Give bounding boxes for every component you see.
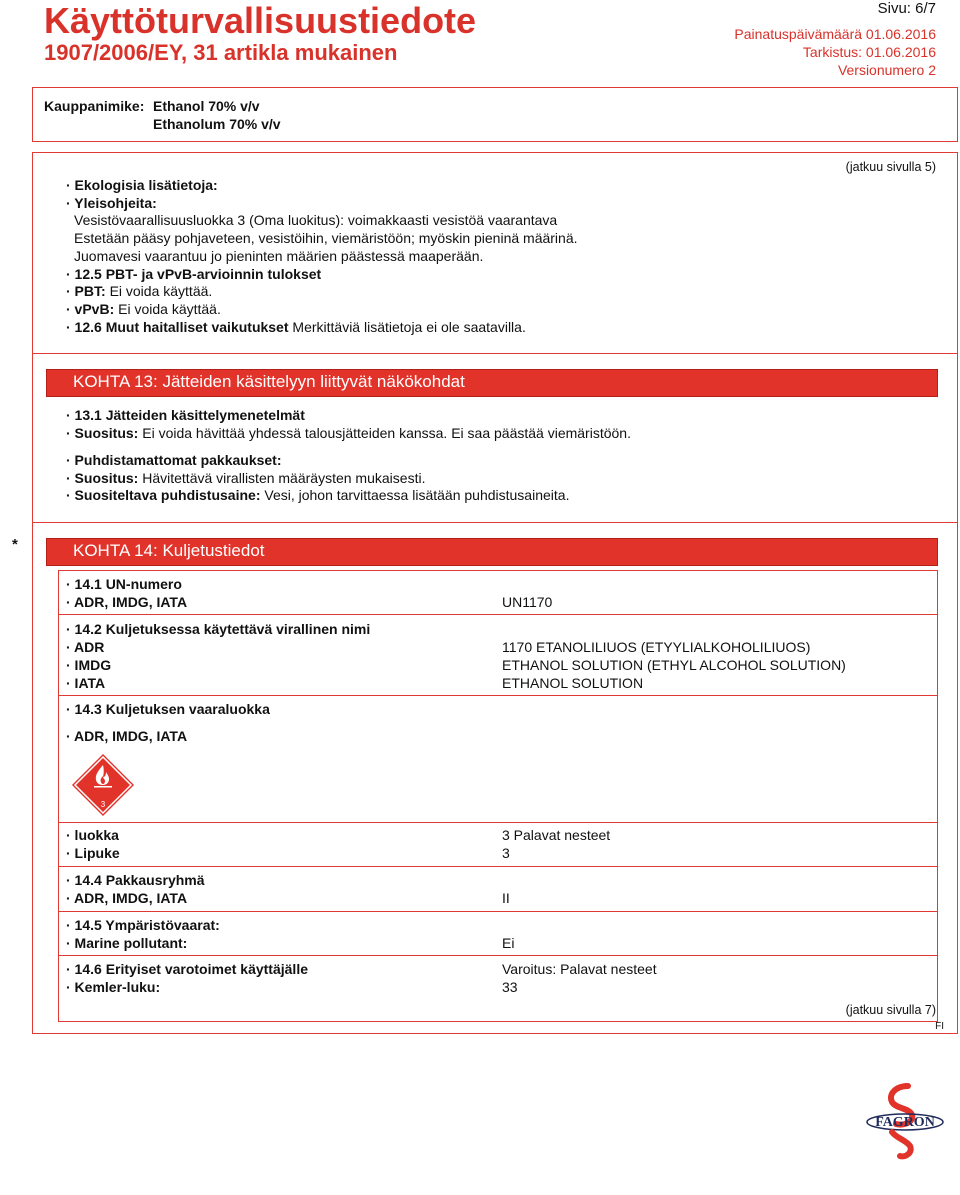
document-subtitle: 1907/2006/EY, 31 artikla mukainen [44,40,398,65]
kemler-label: · Kemler-luku: [66,979,161,995]
packing-group-label: · ADR, IMDG, IATA [66,890,188,906]
ecology-info-heading: · Ekologisia lisätietoja: [66,177,218,193]
waste-method-heading: · 13.1 Jätteiden käsittelymenetelmät [66,407,305,423]
special-precautions-label: · 14.6 Erityiset varotoimet käyttäjälle [66,961,308,977]
section14-bar [46,538,938,566]
other-effects-label: · 12.6 Muut haitalliset vaikutukset [66,319,289,335]
cleaning-agent-row [66,486,569,504]
un-number-heading: · 14.1 UN-numero [66,576,182,592]
un-number-label: · ADR, IMDG, IATA [66,594,188,610]
continued-from: (jatkuu sivulla 5) [845,160,936,174]
recommendation2-value: Hävitettävä virallisten määräysten mukaisesti. [142,470,426,486]
divider-14 [32,522,957,523]
packing-group-value: II [502,890,510,906]
class-label: · luokka [66,827,119,843]
document-title: Käyttöturvallisuustiedote [44,0,477,41]
flame-diamond-icon [70,752,136,818]
revision-date: Tarkistus: 01.06.2016 [802,44,936,60]
drinking-water-line: Juomavesi vaarantuu jo pieninten määrien päästessä maaperään. [74,248,484,264]
pbt-heading: · 12.5 PBT- ja vPvB-arvioinnin tulokset [66,266,322,282]
divider-13 [32,353,957,354]
other-effects-value: Merkittäviä lisätietoja ei ole saatavilla. [292,319,526,335]
marine-pollutant-value: Ei [502,935,515,951]
language-code: FI [935,1021,944,1032]
transport-divider-3 [58,822,937,823]
un-number-value: UN1170 [502,594,553,610]
uncleaned-packaging-heading: · Puhdistamattomat pakkaukset: [66,452,282,468]
groundwater-line: Estetään pääsy pohjaveteen, vesistöihin, viemäristöön; myöskin pieninä määrinä. [74,230,578,246]
environmental-hazards-heading: · 14.5 Ympäristövaarat: [66,917,220,933]
hazard-class-heading: · 14.3 Kuljetuksen vaaraluokka [66,701,270,717]
section13-bar [46,369,938,397]
pbt-label: · PBT: [66,283,106,299]
recommendation2-row [66,469,425,487]
recommendation-value: Ei voida hävittää yhdessä talousjätteiden kanssa. Ei saa päästää viemäristöön. [142,425,631,441]
page-number: Sivu: 6/7 [877,0,936,17]
trade-name-line2: Ethanolum 70% v/v [153,116,281,132]
version-number: Versionumero 2 [837,62,936,78]
class-value: 3 Palavat nesteet [502,827,611,843]
recommendation2-label: · Suositus: [66,470,139,486]
section14-title: KOHTA 14: Kuljetustiedot [73,541,265,560]
transport-divider-2 [58,695,937,696]
vpvb-value: Ei voida käyttää. [118,301,221,317]
shipping-name-heading: · 14.2 Kuljetuksessa käytettävä virallinen nimi [66,621,371,637]
fagron-logo [862,1082,948,1164]
section13-title: KOHTA 13: Jätteiden käsittelyyn liittyvät näkökohdat [73,372,465,391]
pbt-row [66,282,212,300]
transport-divider-1 [58,614,937,615]
label-label: · Lipuke [66,845,120,861]
other-effects-row [66,318,526,336]
continued-to: (jatkuu sivulla 7) [845,1003,936,1017]
adr-label: · ADR [66,639,105,655]
iata-value: ETHANOL SOLUTION [502,675,644,691]
trade-name-label: Kauppanimike: [44,98,145,114]
print-date: Painatuspäivämäärä 01.06.2016 [734,26,936,42]
imdg-label: · IMDG [66,657,112,673]
flammable-liquid-pictogram [70,752,136,818]
label-value: 3 [502,845,510,861]
special-precautions-value: Varoitus: Palavat nesteet [502,961,657,977]
pictogram-class-number: 3 [100,800,106,809]
trade-name-line1: Ethanol 70% v/v [153,98,260,114]
water-hazard-line: Vesistövaarallisuusluokka 3 (Oma luokitus): voimakkaasti vesistöä vaarantava [74,212,558,228]
iata-label: · IATA [66,675,106,691]
cleaning-agent-value: Vesi, johon tarvittaessa lisätään puhdistusaineita. [264,487,570,503]
kemler-value: 33 [502,979,518,995]
recommendation-label: · Suositus: [66,425,139,441]
cleaning-agent-label: · Suositeltava puhdistusaine: [66,487,261,503]
imdg-value: ETHANOL SOLUTION (ETHYL ALCOHOL SOLUTION) [502,657,846,673]
transport-divider-5 [58,911,937,912]
fagron-logo-icon [862,1082,948,1164]
vpvb-label: · vPvB: [66,301,115,317]
hazard-class-label: · ADR, IMDG, IATA [66,728,188,744]
changed-marker: * [12,536,18,553]
general-notes-heading: · Yleisohjeita: [66,195,157,211]
adr-value: 1170 ETANOLILIUOS (ETYYLIALKOHOLILIUOS) [502,639,811,655]
pbt-value: Ei voida käyttää. [109,283,213,299]
transport-divider-4 [58,866,937,867]
packing-group-heading: · 14.4 Pakkausryhmä [66,872,205,888]
vpvb-row [66,300,221,318]
recommendation-row [66,424,631,442]
marine-pollutant-label: · Marine pollutant: [66,935,188,951]
transport-divider-6 [58,955,937,956]
fagron-logo-text: FAGRON [875,1115,935,1130]
